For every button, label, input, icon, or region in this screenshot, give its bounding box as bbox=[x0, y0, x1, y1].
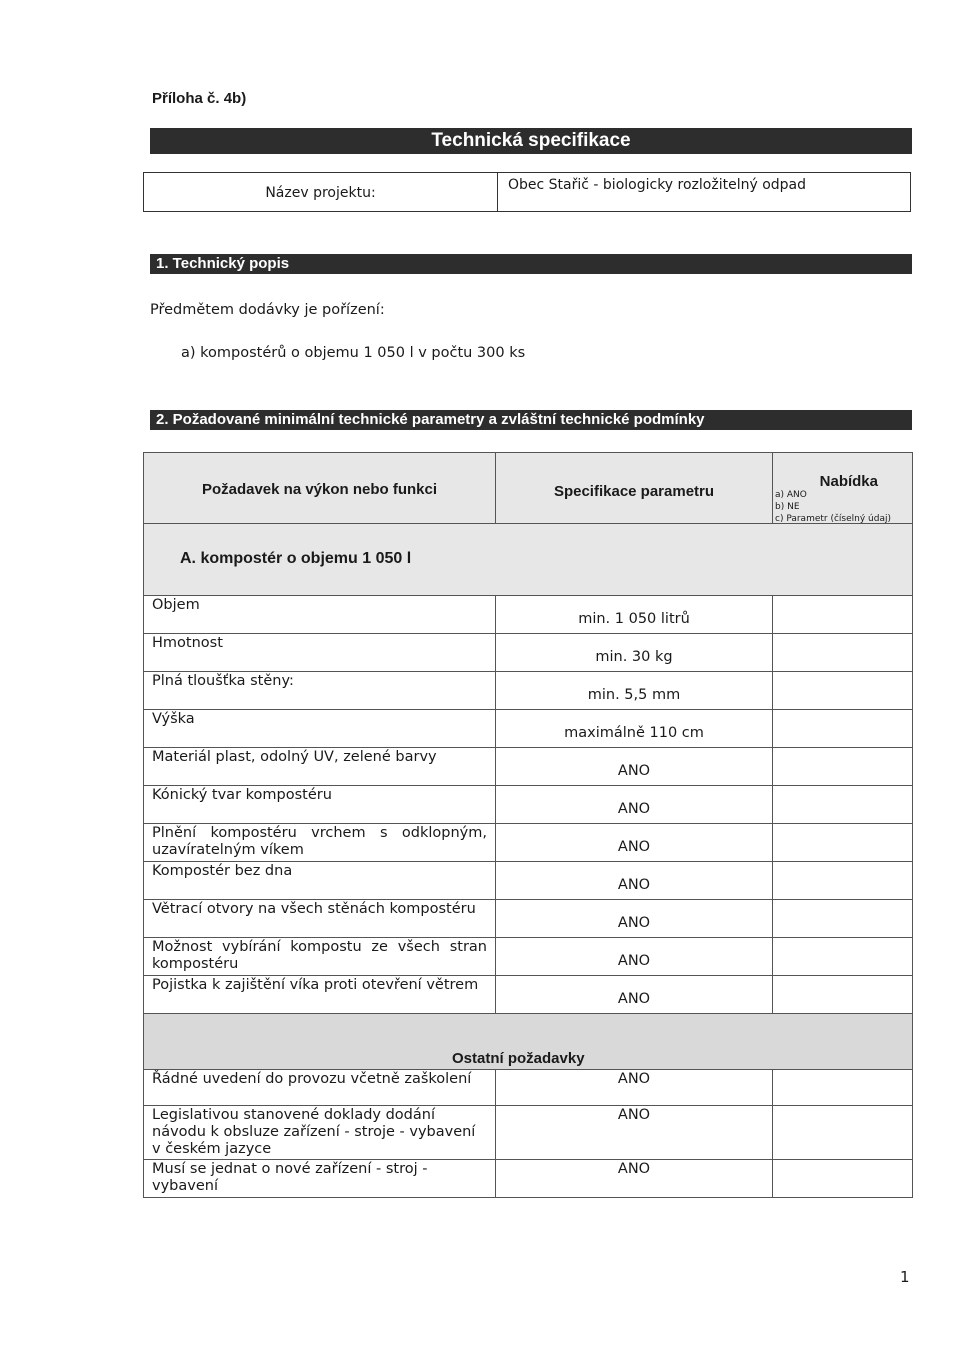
spec-header-row bbox=[143, 452, 913, 524]
table-row bbox=[143, 938, 913, 976]
offer-cell bbox=[773, 1106, 912, 1159]
offer-cell bbox=[773, 786, 912, 823]
requirement-cell: Objem bbox=[144, 596, 496, 633]
offer-cell bbox=[773, 900, 912, 937]
table-row bbox=[143, 976, 913, 1014]
table-row bbox=[143, 596, 913, 634]
offer-option: b) NE bbox=[775, 502, 800, 512]
spec-table bbox=[143, 452, 913, 1198]
requirement-cell: Kompostér bez dna bbox=[144, 862, 496, 899]
requirement-cell: Pojistka k zajištění víka proti otevření větrem bbox=[144, 976, 496, 1013]
requirement-cell: Větrací otvory na všech stěnách kompostéru bbox=[144, 900, 496, 937]
section2-heading: 2. Požadované minimální technické parametry a zvláštní technické podmínky bbox=[150, 410, 912, 430]
other-requirements-header bbox=[143, 1014, 913, 1070]
specification-cell: ANO bbox=[496, 1106, 773, 1159]
specification-cell: ANO bbox=[496, 786, 773, 823]
offer-cell bbox=[773, 862, 912, 899]
requirement-cell: Plná tloušťka stěny: bbox=[144, 672, 496, 709]
project-label: Název projektu: bbox=[144, 173, 498, 211]
section1-item: a) kompostérů o objemu 1 050 l v počtu 300 ks bbox=[181, 345, 526, 361]
header-offer: Nabídka bbox=[819, 473, 878, 490]
requirement-cell: Materiál plast, odolný UV, zelené barvy bbox=[144, 748, 496, 785]
offer-cell bbox=[773, 976, 912, 1013]
project-value: Obec Stařič - biologicky rozložitelný odpad bbox=[508, 177, 806, 193]
annex-label: Příloha č. 4b) bbox=[152, 90, 247, 107]
header-offer-cell bbox=[773, 453, 912, 523]
specification-cell: ANO bbox=[496, 900, 773, 937]
offer-cell bbox=[773, 938, 912, 975]
table-row bbox=[143, 634, 913, 672]
specification-cell: min. 30 kg bbox=[496, 634, 773, 671]
specification-cell: ANO bbox=[496, 862, 773, 899]
requirement-cell: Řádné uvedení do provozu včetně zaškolení bbox=[144, 1070, 496, 1105]
table-row bbox=[143, 786, 913, 824]
header-requirement: Požadavek na výkon nebo funkci bbox=[144, 453, 496, 523]
offer-cell bbox=[773, 1070, 912, 1105]
requirement-cell: Výška bbox=[144, 710, 496, 747]
project-table bbox=[143, 172, 911, 212]
header-specification: Specifikace parametru bbox=[496, 453, 773, 523]
table-row bbox=[143, 748, 913, 786]
specification-cell: ANO bbox=[496, 1160, 773, 1197]
offer-cell bbox=[773, 710, 912, 747]
page-title: Technická specifikace bbox=[150, 128, 912, 154]
requirement-cell: Plnění kompostéru vrchem s odklopným, uzavíratelným víkem bbox=[144, 824, 496, 861]
specification-cell: ANO bbox=[496, 938, 773, 975]
subsection-heading: A. kompostér o objemu 1 050 l bbox=[143, 524, 913, 596]
requirement-cell: Kónický tvar kompostéru bbox=[144, 786, 496, 823]
specification-cell: min. 5,5 mm bbox=[496, 672, 773, 709]
table-row bbox=[143, 710, 913, 748]
table-row bbox=[143, 862, 913, 900]
requirement-cell: Možnost vybírání kompostu ze všech stran kompostéru bbox=[144, 938, 496, 975]
offer-cell bbox=[773, 748, 912, 785]
offer-cell bbox=[773, 1160, 912, 1197]
specification-cell: ANO bbox=[496, 748, 773, 785]
table-row bbox=[143, 672, 913, 710]
table-row bbox=[143, 900, 913, 938]
offer-cell bbox=[773, 824, 912, 861]
other-requirements-title: Ostatní požadavky bbox=[452, 1050, 585, 1067]
requirement-cell: Legislativou stanovené doklady dodání návodu k obsluze zařízení - stroje - vybavení v českém jazyce bbox=[144, 1106, 496, 1159]
table-row bbox=[143, 1106, 913, 1160]
specification-cell: ANO bbox=[496, 824, 773, 861]
table-row bbox=[143, 1160, 913, 1198]
requirement-cell: Musí se jednat o nové zařízení - stroj - vybavení bbox=[144, 1160, 496, 1197]
specification-cell: maximálně 110 cm bbox=[496, 710, 773, 747]
offer-cell bbox=[773, 672, 912, 709]
table-row bbox=[143, 1070, 913, 1106]
requirement-cell: Hmotnost bbox=[144, 634, 496, 671]
offer-option: c) Parametr (číselný údaj) bbox=[775, 514, 891, 524]
offer-option: a) ANO bbox=[775, 490, 807, 500]
section1-heading: 1. Technický popis bbox=[150, 254, 912, 274]
page-number: 1 bbox=[900, 1268, 910, 1286]
specification-cell: ANO bbox=[496, 976, 773, 1013]
specification-cell: min. 1 050 litrů bbox=[496, 596, 773, 633]
table-row bbox=[143, 824, 913, 862]
offer-cell bbox=[773, 634, 912, 671]
offer-cell bbox=[773, 596, 912, 633]
specification-cell: ANO bbox=[496, 1070, 773, 1105]
section1-intro: Předmětem dodávky je pořízení: bbox=[150, 302, 385, 318]
